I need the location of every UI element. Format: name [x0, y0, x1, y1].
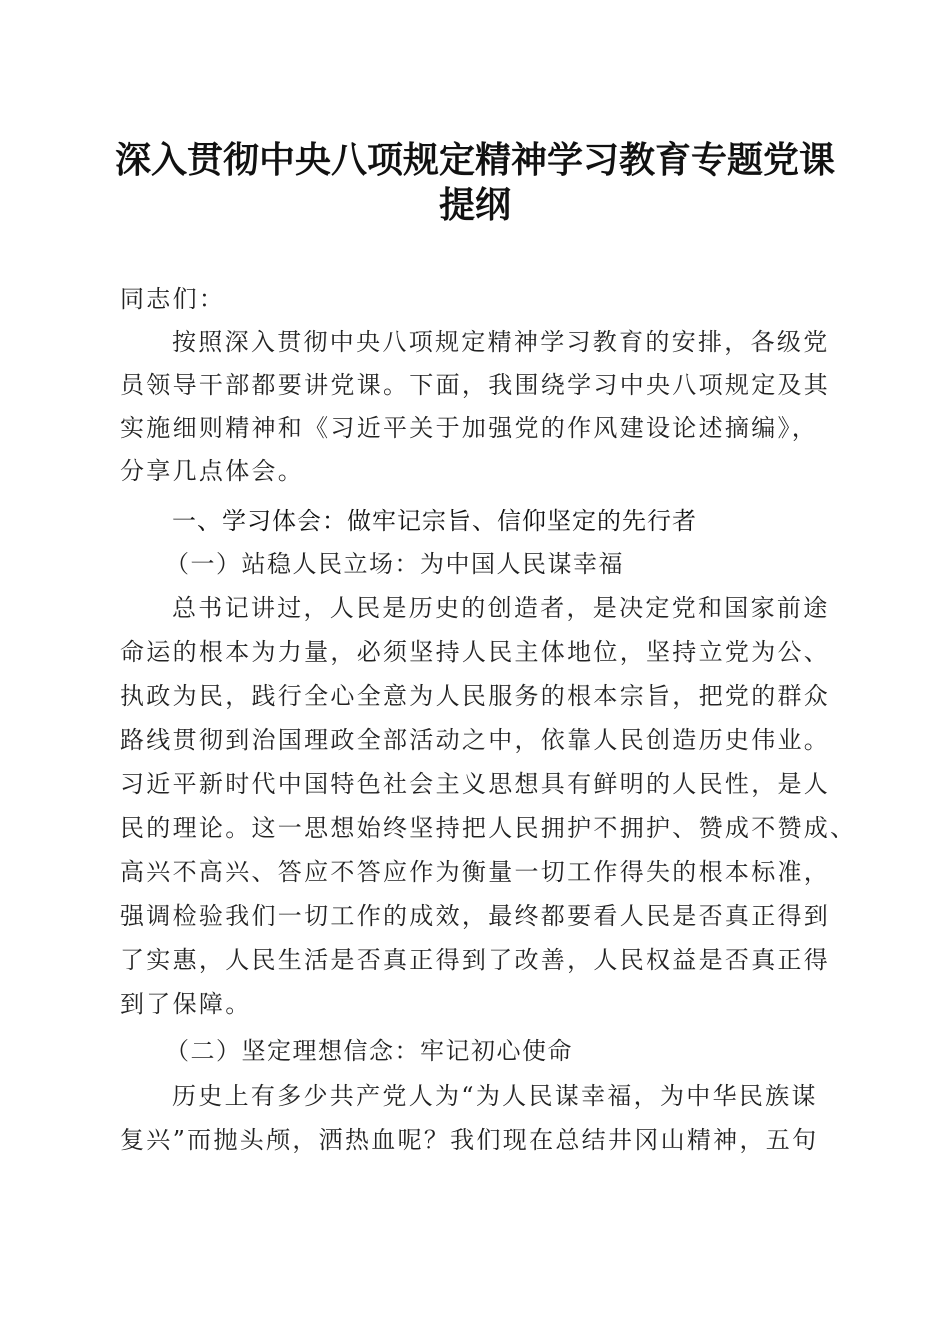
paragraph-line: 高兴不高兴、答应不答应作为衡量一切工作得失的根本标准， [120, 858, 831, 886]
intro-line: 实施细则精神和《习近平关于加强党的作风建设论述摘编》， [120, 414, 819, 442]
paragraph-line: 执政为民，践行全心全意为人民服务的根本宗旨，把党的群众 [120, 682, 831, 710]
subsection-1-heading: （一）站稳人民立场：为中国人民谋幸福 [165, 550, 624, 578]
paragraph-line: 路线贯彻到治国理政全部活动之中，依靠人民创造历史伟业。 [120, 726, 831, 754]
paragraph-line: 了实惠，人民生活是否真正得到了改善，人民权益是否真正得 [120, 946, 831, 974]
greeting: 同志们： [120, 285, 226, 313]
paragraph-line: 复兴”而抛头颅，洒热血呢？我们现在总结井冈山精神，五句 [120, 1126, 819, 1154]
paragraph-line: 习近平新时代中国特色社会主义思想具有鲜明的人民性，是人 [120, 770, 831, 798]
paragraph-line: 命运的根本为力量，必须坚持人民主体地位，坚持立党为公、 [120, 638, 831, 666]
intro-line: 员领导干部都要讲党课。下面，我围绕学习中央八项规定及其 [120, 371, 831, 399]
intro-line: 分享几点体会。 [120, 457, 305, 485]
section-1-heading: 一、学习体会：做牢记宗旨、信仰坚定的先行者 [172, 507, 697, 535]
intro-line: 按照深入贯彻中央八项规定精神学习教育的安排，各级党 [172, 328, 830, 356]
title-line-2: 提纲 [438, 184, 511, 226]
paragraph-line: 民的理论。这一思想始终坚持把人民拥护不拥护、赞成不赞成、 [120, 814, 857, 842]
paragraph-line: 强调检验我们一切工作的成效，最终都要看人民是否真正得到 [120, 902, 831, 930]
title-line-1: 深入贯彻中央八项规定精神学习教育专题党课 [114, 139, 835, 181]
paragraph-line: 到了保障。 [120, 990, 252, 1018]
paragraph-line: 历史上有多少共产党人为“为人民谋幸福，为中华民族谋 [172, 1082, 818, 1110]
subsection-2-heading: （二）坚定理想信念：牢记初心使命 [165, 1037, 573, 1065]
paragraph-line: 总书记讲过，人民是历史的创造者，是决定党和国家前途 [172, 594, 830, 622]
